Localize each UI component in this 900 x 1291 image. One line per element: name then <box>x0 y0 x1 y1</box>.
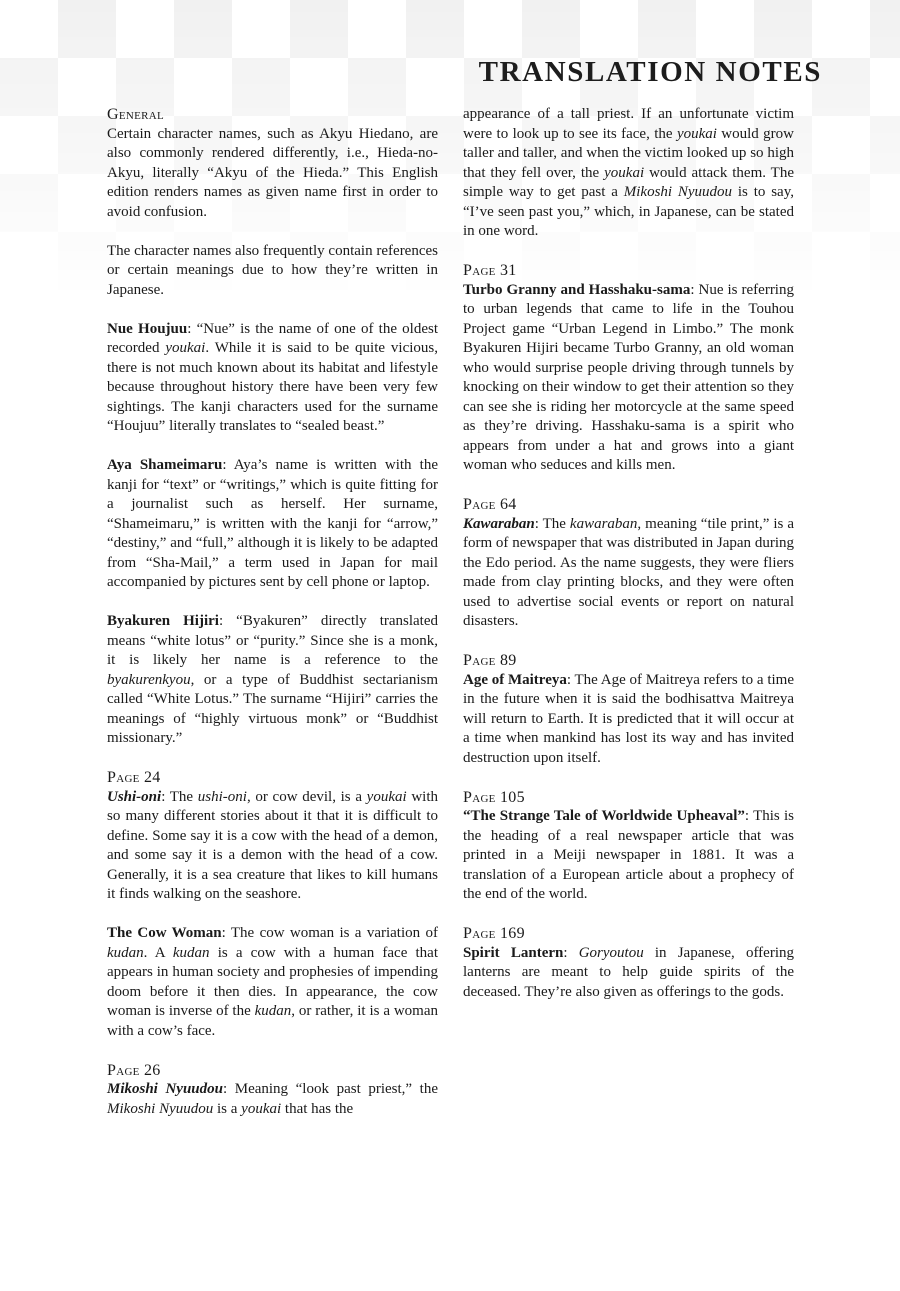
note-cow-woman: The Cow Woman: The cow woman is a variation of kudan. A kudan is a cow with a human face that appears in human society and prophesies of impending doom before it then dies. In appearance, the cow woman is inverse of the kudan, or rather, it is a woman with a cow’s face. <box>107 925 438 1039</box>
term: Aya Shameimaru <box>107 457 223 473</box>
term: Ushi-oni <box>107 788 162 805</box>
note-byakuren-hijiri: Byakuren Hijiri: “Byakuren” directly translated means “white lotus” or “purity.” Since she is a monk, it is likely her name is a reference to the byakurenkyou, or a type of Buddhist sectarianism called “White Lotus.” The surname “Hijiri” carries the meanings of “highly virtuous monk” or “Buddhist missionary.” <box>107 613 439 746</box>
paragraph: The character names also frequently contain references or certain meanings due to how they’re written in Japanese. <box>107 242 438 298</box>
section-heading: Page 64 <box>463 496 517 513</box>
left-column <box>107 105 438 1139</box>
section-heading: Page 105 <box>463 788 525 806</box>
section-heading: Page 26 <box>107 1061 161 1079</box>
section-heading: Page 89 <box>463 652 517 669</box>
note-strange-tale: “The Strange Tale of Worldwide Upheaval”: This is the heading of a real newspaper article that was printed in a Meiji newspaper in 1881. It was a translation of a European article about a prophecy of the end of the world. <box>463 808 794 902</box>
page-title: TRANSLATION NOTES <box>478 56 822 88</box>
section-heading: Page 169 <box>463 925 525 942</box>
term: Mikoshi Nyuudou <box>107 1081 223 1097</box>
note-age-of-maitreya: Age of Maitreya: The Age of Maitreya refers to a time in the future when it is said the bodhisattva Maitreya will return to Earth. It is predicted that it will occur at a time when mankind has lost its way and has invited destruction upon itself. <box>463 671 794 766</box>
section-continuation <box>463 105 794 242</box>
section-page-31 <box>463 261 794 476</box>
section-heading: Page 24 <box>107 769 161 786</box>
note-aya-shameimaru: Aya Shameimaru: Aya’s name is written with the kanji for “text” or “writings,” which is quite fitting for a journalist such as herself. Her surname, “Shameimaru,” is written with the kanji for “arrow,” “destiny,” and “full,” although it is likely to be adapted from “Sha-Mail,” a term used in Japan for mail accompanied by pictures sent by cell phone or laptop. <box>107 457 438 590</box>
section-page-169 <box>463 924 794 1002</box>
note-mikoshi-nyuudou: Mikoshi Nyuudou: Meaning “look past priest,” the Mikoshi Nyuudou is a youkai that has the <box>107 1081 438 1117</box>
term: Byakuren Hijiri <box>107 613 219 629</box>
term: “The Strange Tale of Worldwide Upheaval” <box>463 808 745 824</box>
section-page-89 <box>463 651 794 768</box>
section-page-24 <box>107 768 438 1041</box>
section-heading: General <box>107 106 165 123</box>
note-ushi-oni: Ushi-oni: The ushi-oni, or cow devil, is a youkai with so many different stories about it that it is difficult to define. Some say it is a cow with the head of a demon, and some say it is a demon with the head of a cow. Generally, it is a sea creature that likes to kill humans it finds walking on the seashore. <box>107 788 439 902</box>
paragraph: Certain character names, such as Akyu Hiedano, are also commonly rendered differently, i.e., Hieda-no-Akyu, literally “Akyu of the Hieda.” This English edition renders names as given name first in order to avoid confusion. <box>107 125 438 220</box>
term: Age of Maitreya <box>463 671 567 688</box>
right-column <box>463 105 794 1022</box>
term: Kawaraban <box>463 515 535 532</box>
section-page-64 <box>463 495 794 632</box>
section-general <box>107 105 438 749</box>
note-mikoshi-nyuudou-cont: appearance of a tall priest. If an unfortunate victim were to look up to see its face, the youkai would grow taller and taller, and when the victim looked up so high that they fell over, the youkai would attack them. The simple way to get past a Mikoshi Nyuudou is to say, “I’ve seen past you,” which, in Japanese, can be stated in one word. <box>463 106 795 239</box>
term: The Cow Woman <box>107 925 222 941</box>
section-page-105 <box>463 788 794 905</box>
section-heading: Page 31 <box>463 262 517 279</box>
term: Nue Houjuu <box>107 320 188 337</box>
note-turbo-granny: Turbo Granny and Hasshaku-sama: Nue is referring to urban legends that came to life in the Touhou Project game “Urban Legend in Limbo.” The monk Byakuren Hijiri became Turbo Granny, an old woman who would surprise people driving through tunnels by knocking on their window to get their attention so they can see she is riding her motorcycle at the same speed as they’re driving. Hasshaku-sama is a spirit who appears from under a hat and grows into a giant woman who seduces and kills men. <box>463 281 794 473</box>
note-spirit-lantern: Spirit Lantern: Goryoutou in Japanese, offering lanterns are meant to help guide spirits of the deceased. They’re also given as offerings to the gods. <box>463 944 794 1000</box>
note-nue-houjuu: Nue Houjuu: “Nue” is the name of one of the oldest recorded youkai. While it is said to be quite vicious, there is not much known about its habitat and lifestyle because throughout history there have been very few sightings. The kanji characters used for the surname “Houjuu” literally translates to “sealed beast.” <box>107 320 438 434</box>
section-page-26 <box>107 1061 438 1120</box>
term: Spirit Lantern <box>463 944 564 961</box>
note-kawaraban: Kawaraban: The kawaraban, meaning “tile print,” is a form of newspaper that was distributed in Japan during the Edo period. As the name suggests, they were fliers made from clay printing blocks, and they were often used to advertise social events or report on natural disasters. <box>463 515 795 629</box>
term: Turbo Granny and Hasshaku-sama <box>463 281 691 298</box>
